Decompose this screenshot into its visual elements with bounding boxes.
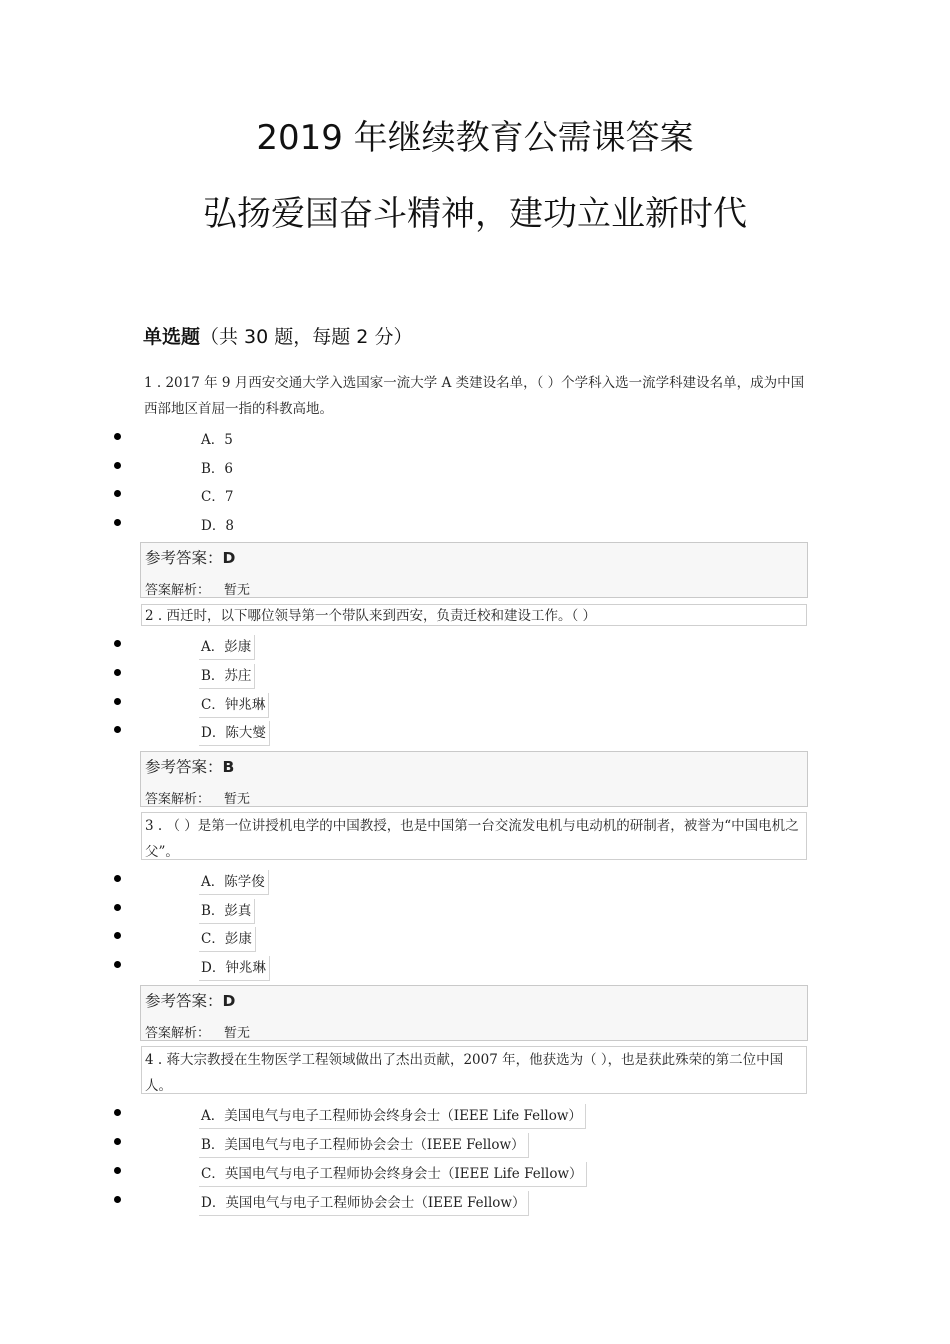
answer-box: [140, 985, 808, 1041]
option-item[interactable]: [0, 927, 950, 953]
answer-analysis: 答案解析： 暂无: [145, 583, 251, 598]
option-label: B．美国电气与电子工程师协会会士（IEEE Fellow）: [199, 1133, 529, 1158]
option-item[interactable]: [0, 721, 950, 747]
section-heading: [143, 322, 412, 349]
option-item[interactable]: [0, 1162, 950, 1188]
option-label: C．7: [201, 489, 234, 505]
option-item[interactable]: [0, 1191, 950, 1217]
option-label: D．8: [201, 518, 234, 534]
reference-answer: 参考答案：D: [145, 549, 236, 567]
option-label: A．陈学俊: [199, 870, 269, 895]
option-item[interactable]: [0, 485, 950, 511]
option-label: C．钟兆琳: [199, 693, 269, 718]
bullet-icon: [114, 904, 121, 911]
bullet-icon: [114, 726, 121, 733]
option-label: B．苏庄: [199, 664, 255, 689]
option-item[interactable]: [0, 870, 950, 896]
answer-box: [140, 542, 808, 598]
reference-answer: 参考答案：D: [145, 992, 236, 1010]
bullet-icon: [114, 1196, 121, 1203]
section-label: 单选题: [143, 326, 201, 348]
answer-analysis: 答案解析： 暂无: [145, 792, 251, 807]
option-label: A．美国电气与电子工程师协会终身会士（IEEE Life Fellow）: [199, 1104, 586, 1129]
answer-analysis: 答案解析： 暂无: [145, 1026, 251, 1041]
answer-box: [140, 751, 808, 807]
option-label: A．5: [201, 432, 233, 448]
option-label: B．6: [201, 461, 234, 477]
bullet-icon: [114, 875, 121, 882]
question-1-text: 1 . 2017 年 9 月西安交通大学入选国家一流大学 A 类建设名单，（ ）个学科入选一流学科建设名单，成为中国西部地区首屈一指的科教高地。: [144, 375, 805, 417]
bullet-icon: [114, 932, 121, 939]
bullet-icon: [114, 669, 121, 676]
option-item[interactable]: [0, 664, 950, 690]
bullet-icon: [114, 961, 121, 968]
option-item[interactable]: [0, 457, 950, 483]
bullet-icon: [114, 698, 121, 705]
option-item[interactable]: [0, 899, 950, 925]
question-2-text: 2 . 西迁时，以下哪位领导第一个带队来到西安，负责迁校和建设工作。（ ）: [141, 604, 807, 626]
option-label: A．彭康: [199, 635, 255, 660]
bullet-icon: [114, 1138, 121, 1145]
bullet-icon: [114, 462, 121, 469]
bullet-icon: [114, 640, 121, 647]
section-detail: （共 30 题，每题 2 分）: [200, 326, 413, 348]
option-item[interactable]: [0, 635, 950, 661]
bullet-icon: [114, 1109, 121, 1116]
bullet-icon: [114, 1167, 121, 1174]
bullet-icon: [114, 433, 121, 440]
option-label: D．英国电气与电子工程师协会会士（IEEE Fellow）: [199, 1191, 529, 1216]
bullet-icon: [114, 519, 121, 526]
option-item[interactable]: [0, 1133, 950, 1159]
option-label: B．彭真: [199, 899, 255, 924]
question-3-text: 3 . （ ）是第一位讲授机电学的中国教授，也是中国第一台交流发电机与电动机的研制者，被誉为“中国电机之父”。: [141, 812, 807, 860]
option-item[interactable]: [0, 693, 950, 719]
option-item[interactable]: [0, 956, 950, 982]
document-title: 2019 年继续教育公需课答案: [256, 118, 694, 158]
option-label: D．钟兆琳: [199, 956, 270, 981]
option-item[interactable]: [0, 514, 950, 540]
bullet-icon: [114, 490, 121, 497]
document-subtitle: 弘扬爱国奋斗精神，建功立业新时代: [203, 194, 747, 234]
option-label: D．陈大燮: [199, 721, 270, 746]
option-item[interactable]: [0, 1104, 950, 1130]
reference-answer: 参考答案：B: [145, 758, 235, 776]
question-4-text: 4 . 蒋大宗教授在生物医学工程领域做出了杰出贡献，2007 年，他获选为（ ），也是获此殊荣的第二位中国人。: [141, 1046, 807, 1094]
option-label: C．英国电气与电子工程师协会终身会士（IEEE Life Fellow）: [199, 1162, 587, 1187]
option-label: C．彭康: [199, 927, 256, 952]
option-item[interactable]: [0, 428, 950, 454]
